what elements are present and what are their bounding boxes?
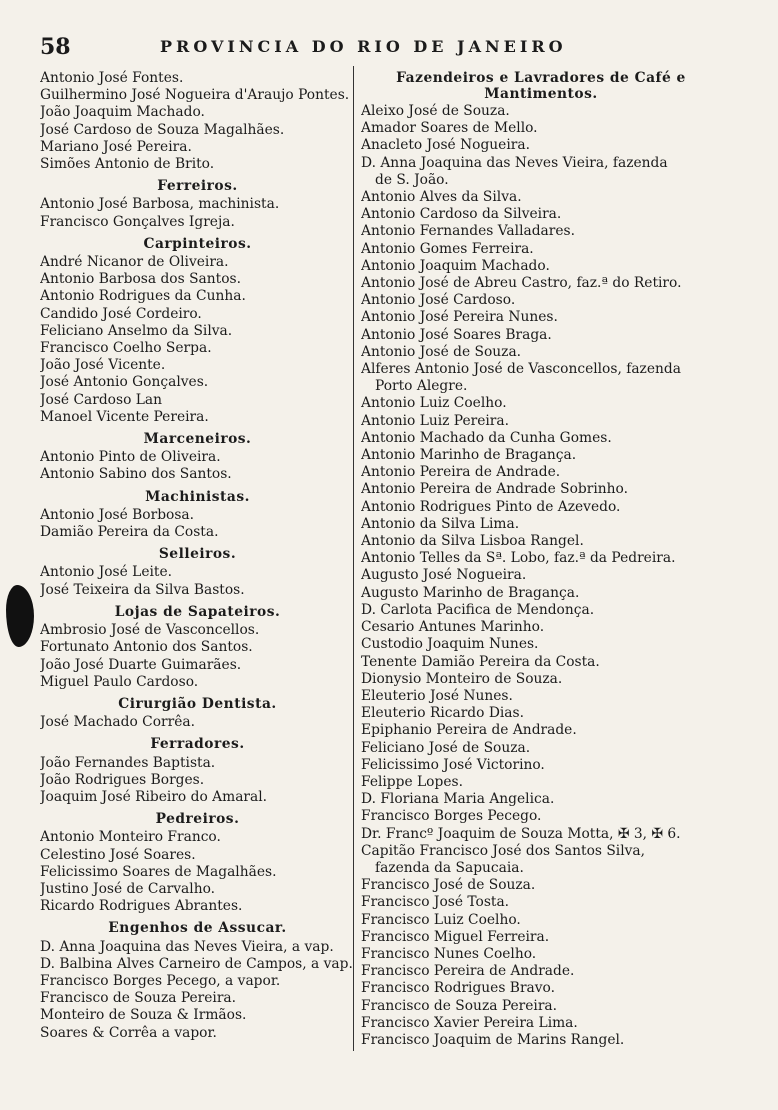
directory-entry: Antonio José Leite. <box>40 564 172 581</box>
directory-entry: Capitão Francisco José dos Santos Silva, <box>361 842 646 859</box>
directory-entry: João Fernandes Baptista. <box>40 754 216 771</box>
directory-entry: Antonio Pereira de Andrade Sobrinho. <box>361 481 628 498</box>
directory-entry: Antonio Machado da Cunha Gomes. <box>361 429 612 446</box>
directory-entry: Fortunato Antonio dos Santos. <box>40 639 253 656</box>
directory-entry: Justino José de Carvalho. <box>40 880 216 897</box>
directory-entry: Antonio Luiz Pereira. <box>361 412 510 429</box>
directory-entry: João Rodrigues Borges. <box>40 771 205 788</box>
page-header <box>40 34 740 64</box>
directory-entry: Monteiro de Souza & Irmãos. <box>40 1007 247 1024</box>
directory-entry: Manoel Vicente Pereira. <box>40 408 209 425</box>
section-heading: Lojas de Sapateiros. <box>114 603 281 620</box>
directory-entry: José Antonio Gonçalves. <box>40 374 209 391</box>
directory-entry: Antonio Sabino dos Santos. <box>40 466 232 483</box>
directory-entry: Francisco Xavier Pereira Lima. <box>361 1014 578 1031</box>
directory-entry: D. Anna Joaquina das Neves Vieira, fazenda <box>361 154 668 171</box>
section-heading: Cirurgião Dentista. <box>118 695 277 712</box>
directory-entry: André Nicanor de Oliveira. <box>40 254 229 271</box>
directory-entry: Tenente Damião Pereira da Costa. <box>361 653 600 670</box>
directory-entry: Antonio da Silva Lisboa Rangel. <box>361 533 584 550</box>
directory-entry: Antonio Alves da Silva. <box>361 189 522 206</box>
directory-entry: Antonio José Pereira Nunes. <box>361 309 558 326</box>
directory-entry: Miguel Paulo Cardoso. <box>40 673 199 690</box>
directory-entry: Anacleto José Nogueira. <box>361 137 530 154</box>
directory-entry: Feliciano José de Souza. <box>361 739 531 756</box>
directory-entry: Antonio José Fontes. <box>40 70 184 86</box>
directory-entry: Epiphanio Pereira de Andrade. <box>361 722 577 739</box>
directory-entry: José Cardoso Lan <box>40 391 163 408</box>
directory-entry: Antonio Pinto de Oliveira. <box>40 449 221 466</box>
directory-entry: Ambrosio José de Vasconcellos. <box>40 622 260 639</box>
directory-entry: Francisco Pereira de Andrade. <box>361 963 575 980</box>
directory-entry: Aleixo José de Souza. <box>361 103 510 119</box>
directory-entry: Antonio Monteiro Franco. <box>40 829 221 846</box>
directory-entry: D. Floriana Maria Angelica. <box>361 791 555 808</box>
directory-entry: Francisco Borges Pecego. <box>361 808 542 825</box>
directory-entry: Francisco de Souza Pereira. <box>40 990 237 1007</box>
directory-entry: Antonio José Soares Braga. <box>361 326 552 343</box>
directory-entry: Antonio Cardoso da Silveira. <box>361 206 562 223</box>
directory-entry: Soares & Corrêa a vapor. <box>40 1024 217 1041</box>
directory-entry: Antonio José de Abreu Castro, faz.ª do Retiro. <box>361 275 682 292</box>
section-heading: Engenhos de Assucar. <box>108 920 287 937</box>
directory-entry: Antonio Luiz Coelho. <box>361 395 507 412</box>
directory-entry: Francisco Coelho Serpa. <box>40 340 212 357</box>
directory-entry: Candido José Cordeiro. <box>40 305 202 322</box>
directory-entry: Antonio Joaquim Machado. <box>361 257 550 274</box>
directory-entry: Simões Antonio de Brito. <box>40 156 215 173</box>
directory-entry: D. Anna Joaquina das Neves Vieira, a vap. <box>40 938 334 955</box>
directory-entry: Augusto Marinho de Bragança. <box>361 584 580 601</box>
directory-entry: Ricardo Rodrigues Abrantes. <box>40 898 243 915</box>
directory-entry: D. Carlota Pacifica de Mendonça. <box>361 601 595 618</box>
directory-entry: fazenda da Sapucaia. <box>375 859 524 876</box>
directory-entry: Antonio Barbosa dos Santos. <box>40 271 241 288</box>
directory-entry: Antonio José de Souza. <box>361 343 522 360</box>
section-heading: Pedreiros. <box>155 811 240 828</box>
directory-entry: Francisco Nunes Coelho. <box>361 945 537 962</box>
directory-entry: Damião Pereira da Costa. <box>40 524 219 541</box>
page-number: 58 <box>40 34 71 60</box>
directory-entry: Francisco José de Souza. <box>361 877 536 894</box>
directory-entry: Feliciano Anselmo da Silva. <box>40 322 233 339</box>
right-column <box>361 70 721 1049</box>
directory-entry: Francisco Joaquim de Marins Rangel. <box>361 1031 625 1048</box>
directory-entry: Mariano José Pereira. <box>40 138 192 155</box>
section-heading: Ferreiros. <box>157 178 238 195</box>
directory-entry: Antonio Marinho de Bragança. <box>361 447 577 464</box>
directory-entry: Antonio Rodrigues Pinto de Azevedo. <box>361 498 621 515</box>
ink-blot <box>6 585 34 647</box>
directory-entry: Eleuterio Ricardo Dias. <box>361 705 524 722</box>
directory-entry: Alferes Antonio José de Vasconcellos, fazenda <box>361 361 681 378</box>
directory-entry: Francisco Miguel Ferreira. <box>361 928 550 945</box>
directory-entry: de S. João. <box>375 171 449 188</box>
section-heading: Machinistas. <box>145 488 250 505</box>
directory-entry: Francisco Luiz Coelho. <box>361 911 521 928</box>
directory-entry: D. Balbina Alves Carneiro de Campos, a vap. <box>40 955 353 972</box>
directory-entry: Guilhermino José Nogueira d'Araujo Pontes. <box>40 87 350 104</box>
directory-entry: Felicissimo José Victorino. <box>361 756 545 773</box>
directory-entry: Francisco Gonçalves Igreja. <box>40 213 235 230</box>
directory-entry: João Joaquim Machado. <box>40 104 205 121</box>
directory-entry: José Teixeira da Silva Bastos. <box>40 581 245 598</box>
directory-entry: Porto Alegre. <box>375 378 468 395</box>
directory-entry: Antonio Telles da Sª. Lobo, faz.ª da Pedreira. <box>361 550 676 567</box>
directory-entry: Antonio José Barbosa, machinista. <box>40 196 280 213</box>
directory-entry: Amador Soares de Mello. <box>361 120 538 137</box>
directory-entry: Antonio da Silva Lima. <box>361 515 520 532</box>
directory-entry: José Cardoso de Souza Magalhães. <box>40 121 285 138</box>
section-heading: Carpinteiros. <box>143 235 252 252</box>
directory-entry: Celestino José Soares. <box>40 846 196 863</box>
directory-entry: Joaquim José Ribeiro do Amaral. <box>40 788 268 805</box>
section-heading: Fazendeiros e Lavradores de Café e Mantimentos. <box>396 70 686 102</box>
directory-entry: Antonio José Cardoso. <box>361 292 516 309</box>
directory-entry: Dr. Francº Joaquim de Souza Motta, ✠ 3, ✠ 6. <box>361 825 681 842</box>
left-column <box>40 70 355 1042</box>
directory-entry: João José Vicente. <box>40 357 166 374</box>
directory-entry: Antonio Gomes Ferreira. <box>361 240 534 257</box>
directory-entry: Antonio Fernandes Valladares. <box>361 223 575 240</box>
directory-entry: Augusto José Nogueira. <box>361 567 527 584</box>
directory-entry: Eleuterio José Nunes. <box>361 687 513 704</box>
running-title: PROVINCIA DO RIO DE JANEIRO <box>160 37 567 56</box>
directory-entry: Antonio Pereira de Andrade. <box>361 464 561 481</box>
directory-entry: Francisco Borges Pecego, a vapor. <box>40 972 281 989</box>
directory-entry: Francisco de Souza Pereira. <box>361 997 558 1014</box>
directory-entry: Cesario Antunes Marinho. <box>361 619 545 636</box>
directory-entry: João José Duarte Guimarães. <box>40 656 242 673</box>
directory-entry: José Machado Corrêa. <box>40 714 196 731</box>
directory-entry: Felicissimo Soares de Magalhães. <box>40 863 277 880</box>
section-heading: Marceneiros. <box>143 431 252 448</box>
section-heading: Selleiros. <box>158 546 237 563</box>
directory-entry: Antonio Rodrigues da Cunha. <box>40 288 246 305</box>
section-heading: Ferradores. <box>150 736 245 753</box>
directory-entry: Felippe Lopes. <box>361 773 463 790</box>
directory-entry: Francisco Rodrigues Bravo. <box>361 980 556 997</box>
directory-entry: Dionysio Monteiro de Souza. <box>361 670 563 687</box>
directory-entry: Custodio Joaquim Nunes. <box>361 636 539 653</box>
directory-entry: Antonio José Borbosa. <box>40 506 195 523</box>
directory-entry: Francisco José Tosta. <box>361 894 510 911</box>
